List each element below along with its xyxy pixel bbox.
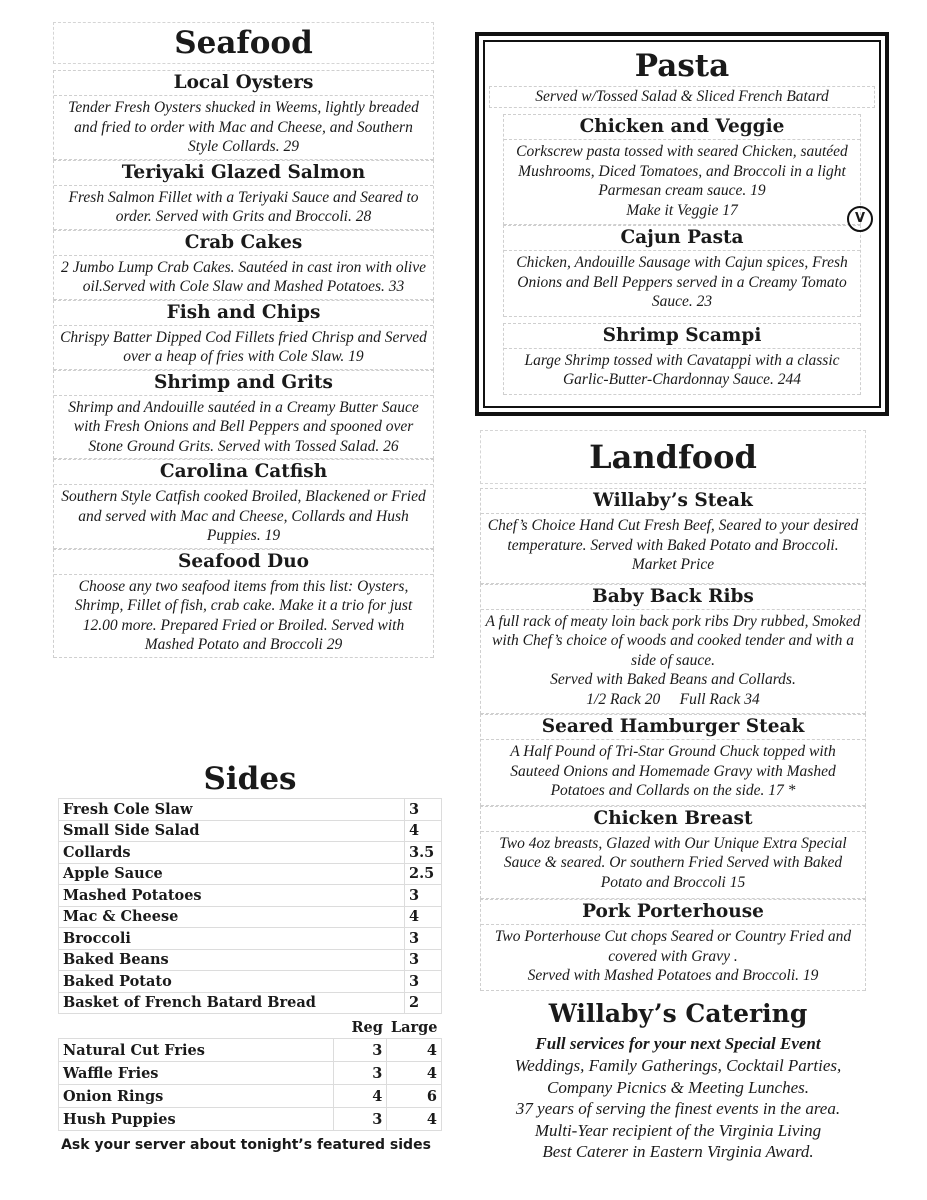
menu-item	[503, 114, 861, 225]
table-row	[59, 1039, 442, 1062]
table-row	[59, 885, 442, 907]
large-price: 4	[387, 1062, 442, 1085]
item-name: Baby Back Ribs	[481, 585, 865, 610]
menu-item	[503, 225, 861, 317]
table-row	[59, 863, 442, 885]
item-name: Carolina Catfish	[54, 460, 433, 485]
side-price: 3.5	[405, 842, 442, 864]
table-row	[59, 1062, 442, 1085]
catering-line: 37 years of serving the finest events in the area.	[515, 1099, 841, 1118]
fries-name: Onion Rings	[59, 1085, 334, 1108]
catering-subtitle: Full services for your next Special Event	[535, 1034, 821, 1053]
reg-price: 3	[334, 1108, 387, 1131]
item-name: Seafood Duo	[54, 550, 433, 575]
item-description: Southern Style Catfish cooked Broiled, Blackened or Fried and served with Mac and Cheese, Collards and Hush Puppies. 19	[54, 485, 433, 549]
side-price: 3	[405, 885, 442, 907]
sides-table	[58, 798, 442, 1014]
table-row	[59, 928, 442, 950]
item-name: Crab Cakes	[54, 231, 433, 256]
landfood-section	[480, 430, 866, 991]
item-description: Two 4oz breasts, Glazed with Our Unique Extra Special Sauce & seared. Or southern Fried Served with Baked Potato and Broccoli 15	[481, 832, 865, 900]
fries-name: Natural Cut Fries	[59, 1039, 334, 1062]
side-name: Small Side Salad	[59, 820, 405, 842]
reg-header: Reg	[351, 1018, 383, 1036]
seafood-title: Seafood	[53, 22, 434, 64]
table-row	[59, 1108, 442, 1131]
menu-item	[480, 584, 866, 715]
table-row	[59, 992, 442, 1014]
item-description: Corkscrew pasta tossed with seared Chicken, sautéed Mushrooms, Diced Tomatoes, and Broccoli in a light Parmesan cream sauce. 19	[516, 143, 848, 199]
side-name: Mac & Cheese	[59, 906, 405, 928]
item-name: Willaby’s Steak	[481, 489, 865, 514]
menu-item	[53, 370, 434, 460]
side-name: Collards	[59, 842, 405, 864]
item-description: Chef’s Choice Hand Cut Fresh Beef, Seared to your desired temperature. Served with Baked Potato and Broccoli. Market Price	[481, 514, 865, 584]
side-price: 2.5	[405, 863, 442, 885]
item-description: A full rack of meaty loin back pork ribs Dry rubbed, Smoked with Chef’s choice of woods and cooked tender and with a side of sauce.	[485, 612, 861, 669]
menu-item	[480, 488, 866, 584]
sides-note: Ask your server about tonight’s featured sides	[61, 1137, 431, 1153]
item-name: Chicken Breast	[481, 807, 865, 832]
item-description: Two Porterhouse Cut chops Seared or Country Fried and covered with Gravy .	[494, 928, 852, 965]
item-name: Seared Hamburger Steak	[481, 715, 865, 740]
item-name: Shrimp Scampi	[504, 324, 860, 349]
menu-item	[53, 300, 434, 370]
item-name: Local Oysters	[54, 71, 433, 96]
item-description: Shrimp and Andouille sautéed in a Creamy Butter Sauce with Fresh Onions and Bell Peppers and spooned over Stone Ground Grits. Served with Tossed Salad. 26	[54, 396, 433, 460]
item-description: Chrispy Batter Dipped Cod Fillets fried Chrisp and Served over a heap of fries with Cole Slaw. 19	[54, 326, 433, 370]
menu-item	[53, 549, 434, 658]
catering-title: Willaby’s Catering	[548, 999, 808, 1028]
menu-item	[53, 70, 434, 160]
sides-title: Sides	[203, 761, 297, 797]
sides-section	[58, 760, 442, 1153]
pasta-section	[475, 32, 889, 416]
menu-item	[480, 899, 866, 991]
large-header: Large	[390, 1018, 438, 1036]
table-row	[59, 971, 442, 993]
menu-item	[503, 323, 861, 395]
side-price: 4	[405, 906, 442, 928]
fries-name: Hush Puppies	[59, 1108, 334, 1131]
side-price: 2	[405, 992, 442, 1014]
table-row	[59, 906, 442, 928]
table-row	[59, 1085, 442, 1108]
item-extra: Make it Veggie 17	[504, 201, 860, 226]
side-price: 3	[405, 799, 442, 821]
side-price: 3	[405, 949, 442, 971]
menu-item	[53, 459, 434, 549]
menu-item	[480, 714, 866, 806]
item-name: Cajun Pasta	[504, 226, 860, 251]
item-description: Choose any two seafood items from this list: Oysters, Shrimp, Fillet of fish, crab cake. Make it a trio for just 12.00 more. Prepared Fried or Broiled. Served with Mashed Potato and Broccoli 29	[54, 575, 433, 658]
table-row	[59, 799, 442, 821]
catering-line: Best Caterer in Eastern Virginia Award.	[542, 1142, 814, 1161]
side-name: Fresh Cole Slaw	[59, 799, 405, 821]
vegetarian-icon: V	[847, 206, 873, 232]
catering-line: Weddings, Family Gatherings, Cocktail Parties,	[514, 1056, 842, 1075]
item-description: A Half Pound of Tri-Star Ground Chuck topped with Sauteed Onions and Homemade Gravy with Mashed Potatoes and Collards on the side. 17 *	[481, 740, 865, 806]
catering-line: Company Picnics & Meeting Lunches.	[546, 1077, 810, 1097]
item-name: Fish and Chips	[54, 301, 433, 326]
item-description: Fresh Salmon Fillet with a Teriyaki Sauce and Seared to order. Served with Grits and Broccoli. 28	[54, 186, 433, 230]
pasta-subtitle: Served w/Tossed Salad & Sliced French Batard	[489, 86, 875, 108]
pasta-frame	[483, 40, 881, 408]
reg-price: 3	[334, 1062, 387, 1085]
item-sides-line: Served with Baked Beans and Collards.	[550, 671, 796, 688]
item-description: Tender Fresh Oysters shucked in Weems, lightly breaded and fried to order with Mac and Cheese, and Southern Style Collards. 29	[54, 96, 433, 160]
item-sides-line: Served with Mashed Potatoes and Broccoli. 19	[481, 966, 865, 991]
landfood-title: Landfood	[480, 430, 866, 484]
reg-price: 4	[334, 1085, 387, 1108]
large-price: 4	[387, 1108, 442, 1131]
fries-name: Waffle Fries	[59, 1062, 334, 1085]
catering-section	[478, 995, 878, 1163]
seafood-section	[53, 22, 434, 658]
side-name: Broccoli	[59, 928, 405, 950]
catering-line: Multi-Year recipient of the Virginia Living	[534, 1120, 822, 1140]
table-row	[59, 842, 442, 864]
table-row	[59, 949, 442, 971]
side-name: Baked Potato	[59, 971, 405, 993]
fries-header-row	[59, 1016, 442, 1039]
item-name: Teriyaki Glazed Salmon	[54, 161, 433, 186]
large-price: 6	[387, 1085, 442, 1108]
side-price: 4	[405, 820, 442, 842]
menu-item	[53, 230, 434, 300]
pasta-title: Pasta	[634, 48, 730, 84]
table-row	[59, 820, 442, 842]
side-price: 3	[405, 928, 442, 950]
item-name: Shrimp and Grits	[54, 371, 433, 396]
item-name: Pork Porterhouse	[481, 900, 865, 925]
side-name: Baked Beans	[59, 949, 405, 971]
item-description: Large Shrimp tossed with Cavatappi with a classic Garlic-Butter-Chardonnay Sauce. 244	[504, 349, 860, 395]
side-name: Mashed Potatoes	[59, 885, 405, 907]
side-name: Basket of French Batard Bread	[59, 992, 405, 1014]
item-description: Chicken, Andouille Sausage with Cajun spices, Fresh Onions and Bell Peppers served in a Creamy Tomato Sauce. 23	[504, 251, 860, 317]
menu-item	[480, 806, 866, 900]
fries-table	[58, 1016, 442, 1131]
reg-price: 3	[334, 1039, 387, 1062]
header-spacer	[59, 1016, 334, 1039]
item-description: 2 Jumbo Lump Crab Cakes. Sautéed in cast iron with olive oil.Served with Cole Slaw and Mashed Potatoes. 33	[54, 256, 433, 300]
side-price: 3	[405, 971, 442, 993]
item-price-line: 1/2 Rack 20 Full Rack 34	[481, 690, 865, 715]
large-price: 4	[387, 1039, 442, 1062]
item-name: Chicken and Veggie	[504, 115, 860, 140]
menu-item	[53, 160, 434, 230]
side-name: Apple Sauce	[59, 863, 405, 885]
